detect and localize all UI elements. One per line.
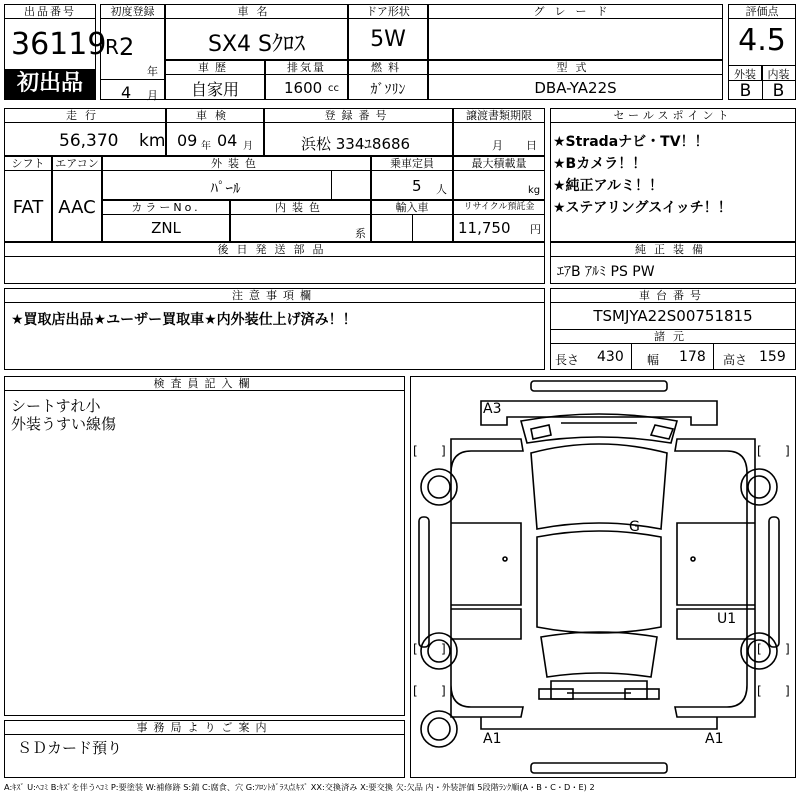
recycle-cell <box>453 200 545 242</box>
displacement: 1600 <box>284 79 323 97</box>
sales-point-4: ★ステアリングスイッチ！！ <box>553 200 732 216</box>
notes-box <box>4 288 545 370</box>
chassis-number: TSMJYA22S00751815 <box>593 307 753 325</box>
inspector-line-1: シートすれ小 <box>11 397 101 415</box>
car-diagram-box <box>410 376 796 778</box>
era-year: 2 <box>119 33 135 61</box>
recycle-amount: 11,750 <box>458 219 511 237</box>
load-label: 最大積載量 <box>454 157 544 171</box>
color-no-label: カラーNo. <box>103 201 229 215</box>
overall-score: 4.5 <box>738 23 786 58</box>
month-unit: 月 <box>147 89 158 102</box>
inspector-line-2: 外装うすい線傷 <box>11 415 117 433</box>
reg-month: 4 <box>121 83 132 102</box>
notes-text: ★買取店出品★ユーザー買取車★内外装仕上げ済み！！ <box>11 312 357 328</box>
grade-box <box>428 4 723 60</box>
width: 178 <box>679 349 706 365</box>
inspector-box <box>4 376 405 716</box>
int-color-cell <box>230 200 371 242</box>
inspection-month-unit: 月 <box>243 141 253 152</box>
mark-a1-left: A1 <box>483 731 502 747</box>
svg-text:[: [ <box>413 684 418 698</box>
import-cell <box>371 200 453 242</box>
ac: AAC <box>58 197 96 218</box>
inspection-year-unit: 年 <box>201 141 211 152</box>
exterior-grade: B <box>739 81 752 101</box>
ac-label: エアコン <box>53 157 101 171</box>
plate-cell <box>264 108 453 156</box>
length-label: 長さ <box>555 353 580 367</box>
mark-u1: U1 <box>717 611 737 627</box>
model-code: DBA-YA22S <box>534 79 617 97</box>
import-label: 輸入車 <box>372 201 452 215</box>
transfer-label: 譲渡書類期限 <box>454 109 544 123</box>
sales-points-label: セールスポイント <box>551 109 795 123</box>
height-label: 高さ <box>723 353 748 367</box>
interior-label: 内装 <box>767 68 790 81</box>
door-label: ドア形状 <box>349 5 427 19</box>
width-label: 幅 <box>647 353 660 367</box>
later-parts-cell <box>4 242 545 284</box>
displacement-label: 排気量 <box>266 61 347 75</box>
car-diagram <box>411 377 795 777</box>
color-no: ZNL <box>151 219 181 237</box>
shift-label: シフト <box>5 157 51 171</box>
equipment-label: 純正装備 <box>551 243 795 257</box>
shift-cell <box>4 156 52 242</box>
era: R <box>105 35 119 59</box>
inspection-cell <box>166 108 264 156</box>
ext-color-label: 外装色 <box>103 157 370 171</box>
legend: A:ｷｽﾞ U:ﾍｺﾐ B:ｷｽﾞを伴うﾍｺﾐ P:要塗装 W:補修跡 S:錆 C:腐食、穴 G:ﾌﾛﾝﾄｶﾞﾗｽ点ｷｽﾞ XX:交換済み X:要交換 欠:欠品 内・外装評価 5段階ﾗﾝｸ順(A・B・C・D・E) 2 <box>4 782 595 792</box>
capacity-label: 乗車定員 <box>372 157 452 171</box>
svg-text:]: ] <box>785 684 790 698</box>
plate-number: 浜松 334ﾕ8686 <box>301 135 411 153</box>
load-cell <box>453 156 545 200</box>
fuel: ｶﾞｿﾘﾝ <box>370 82 406 98</box>
ac-cell <box>52 156 102 242</box>
plate-label: 登録番号 <box>265 109 452 123</box>
svg-text:]: ] <box>441 642 446 656</box>
inspector-label: 検査員記入欄 <box>5 377 404 391</box>
mark-g: G <box>629 519 640 535</box>
mileage-cell <box>4 108 166 156</box>
model-box <box>428 60 723 100</box>
int-color-label: 内装色 <box>231 201 370 215</box>
displacement-unit: cc <box>328 83 339 94</box>
inspection-label: 車検 <box>167 109 263 123</box>
chassis-box <box>550 288 796 370</box>
sales-point-1: ★Stradaナビ・TV！！ <box>553 134 709 150</box>
first-registration-box <box>100 4 165 100</box>
transfer-cell <box>453 108 545 156</box>
capacity-cell <box>371 156 453 200</box>
model-label: 型式 <box>429 61 722 75</box>
door-type: 5W <box>370 27 406 52</box>
first-registration-label: 初度登録 <box>101 5 164 19</box>
equipment-value: ｴｱB ｱﾙﾐ PS PW <box>557 264 655 280</box>
exterior-label: 外装 <box>729 66 762 80</box>
inspection-year: 09 <box>177 131 198 150</box>
svg-text:]: ] <box>785 444 790 458</box>
lot-number-box <box>4 4 107 100</box>
length: 430 <box>597 349 624 365</box>
first-listing-badge: 初出品 <box>5 69 95 99</box>
lot-number-label: 出品番号 <box>5 5 95 19</box>
svg-text:]: ] <box>441 684 446 698</box>
mileage-unit: km <box>139 131 166 151</box>
dims-label: 諸元 <box>551 330 795 344</box>
svg-text:[: [ <box>757 444 762 458</box>
inspection-month: 04 <box>217 131 238 150</box>
sales-point-3: ★純正アルミ！！ <box>553 178 663 194</box>
office-box <box>4 720 405 778</box>
sales-point-2: ★Bカメラ！！ <box>553 156 647 172</box>
displacement-box <box>265 60 348 100</box>
capacity: 5 <box>412 177 422 195</box>
chassis-label: 車台番号 <box>551 289 795 303</box>
transfer-month-unit: 月 <box>492 139 503 152</box>
height: 159 <box>759 349 786 365</box>
svg-text:[: [ <box>413 444 418 458</box>
year-unit: 年 <box>147 65 158 78</box>
history-label: 車歴 <box>166 61 264 75</box>
fuel-box <box>348 60 428 100</box>
shift: FAT <box>12 197 44 218</box>
color-no-cell <box>102 200 230 242</box>
history-box <box>165 60 265 100</box>
svg-text:[: [ <box>757 642 762 656</box>
score-box <box>728 4 796 100</box>
svg-text:]: ] <box>441 444 446 458</box>
transfer-day-unit: 日 <box>526 139 537 152</box>
notes-label: 注意事項欄 <box>5 289 544 303</box>
sales-points-box <box>550 108 796 242</box>
recycle-unit: 円 <box>530 223 541 236</box>
lot-number: 36119 <box>11 27 107 62</box>
load-unit: kg <box>528 185 541 196</box>
car-name-label: 車名 <box>166 5 347 19</box>
svg-text:]: ] <box>785 642 790 656</box>
capacity-unit: 人 <box>436 183 447 196</box>
later-parts-label: 後日発送部品 <box>5 243 544 257</box>
office-text: ＳＤカード預り <box>17 739 123 757</box>
history: 自家用 <box>190 80 239 99</box>
grade-label: グレード <box>429 5 722 19</box>
car-name: SX4 Sｸﾛｽ <box>208 32 305 57</box>
svg-text:[: [ <box>757 684 762 698</box>
mark-a3: A3 <box>483 401 502 417</box>
mark-a1-right: A1 <box>705 731 724 747</box>
mileage-label: 走行 <box>5 109 165 123</box>
score-label: 評価点 <box>729 5 795 19</box>
mileage: 56,370 <box>59 131 119 151</box>
car-name-box <box>165 4 348 60</box>
door-box <box>348 4 428 60</box>
equipment-box <box>550 242 796 284</box>
ext-color: ﾊﾟｰﾙ <box>210 179 241 197</box>
recycle-label: リサイクル預託金 <box>454 201 544 215</box>
int-color-unit: 系 <box>355 227 366 240</box>
ext-color-cell <box>102 156 371 200</box>
svg-text:[: [ <box>413 642 418 656</box>
fuel-label: 燃料 <box>349 61 427 75</box>
interior-grade: B <box>772 81 785 101</box>
office-label: 事務局よりご案内 <box>5 721 404 735</box>
